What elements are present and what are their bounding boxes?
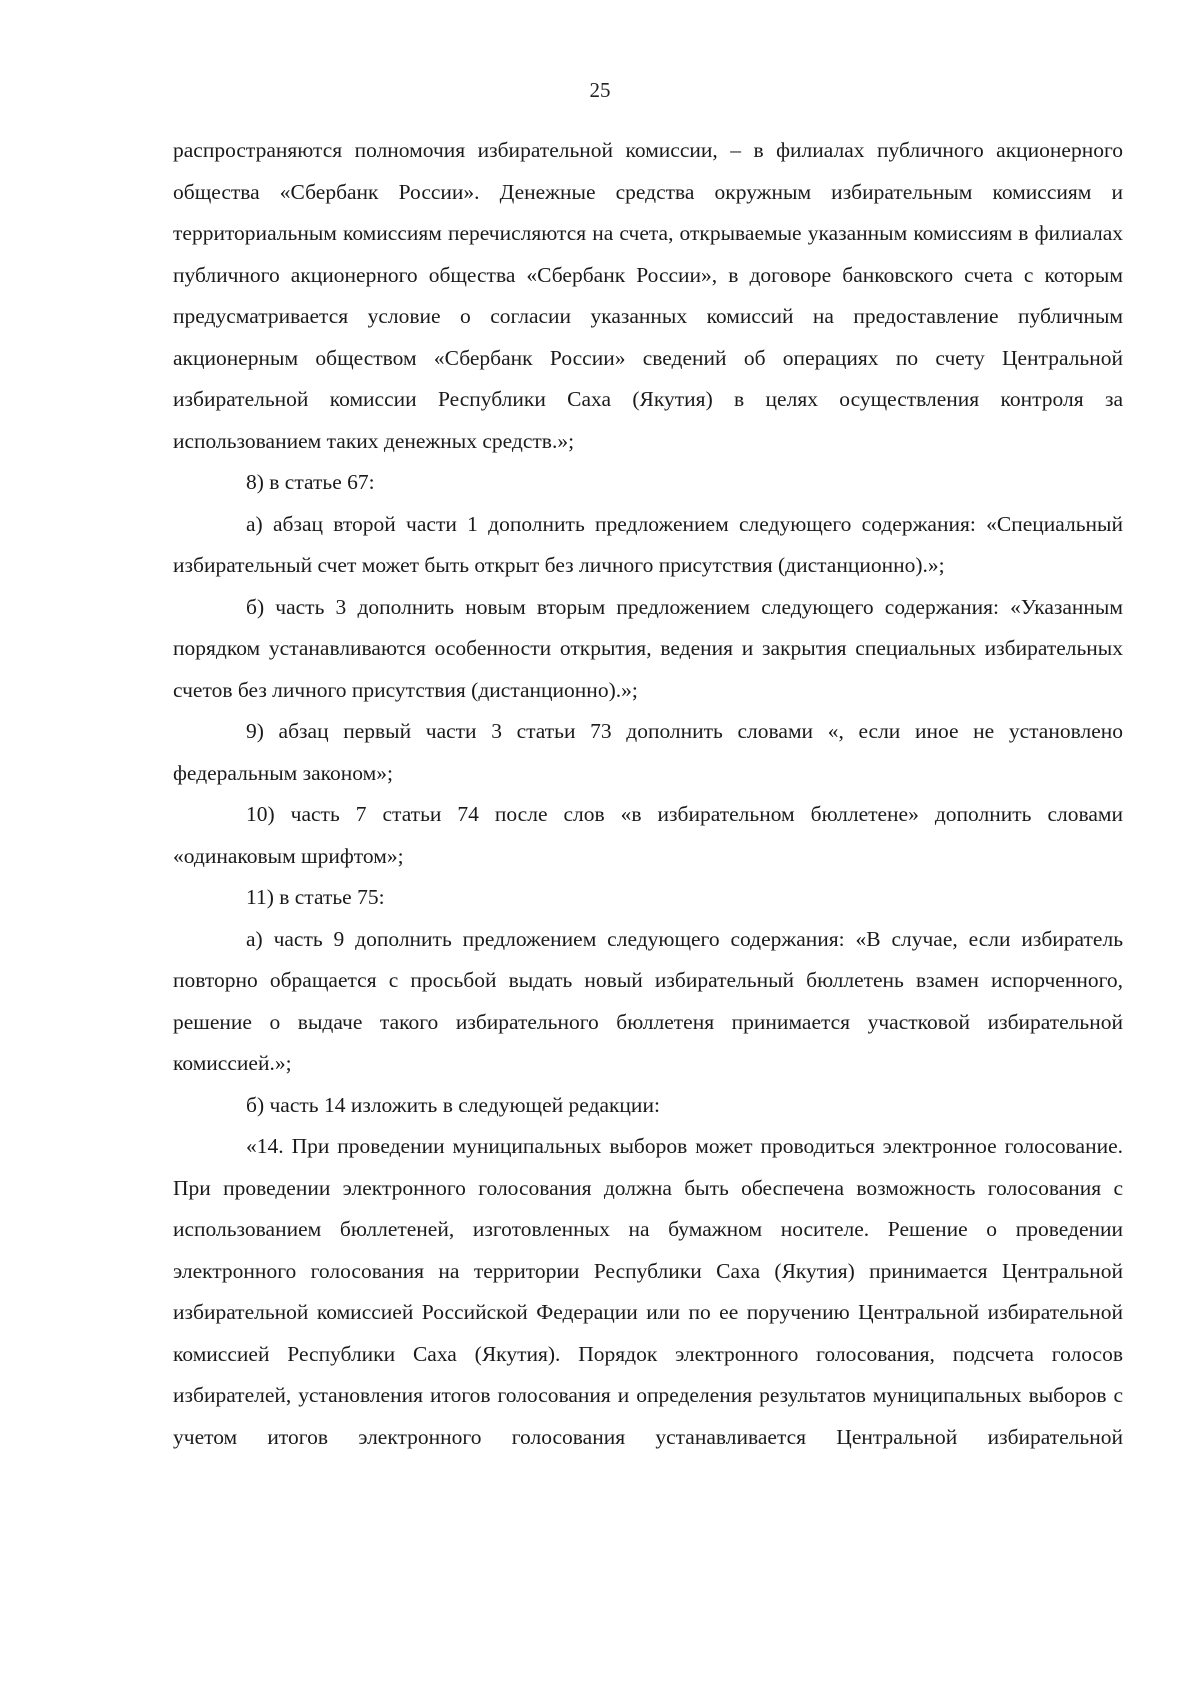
paragraph-item-9: 9) абзац первый части 3 статьи 73 дополнить словами «, если иное не установлено федеральным законом»; — [173, 719, 1123, 785]
paragraph-item-11a: а) часть 9 дополнить предложением следующего содержания: «В случае, если избиратель повторно обращается с просьбой выдать новый избирательный бюллетень взамен испорченного, решение о выдаче такого избирательного бюллетеня принимается участковой избирательной комиссией.»; — [173, 926, 1123, 1075]
paragraph-quoted-part-14: «14. При проведении муниципальных выборов может проводиться электронное голосование. При проведении электронного голосования должна быть обеспечена возможность голосования с использованием бюллетеней, изготовленных на бумажном носителе. Решение о проведении электронного голосования на территории Республики Саха (Якутия) принимается Центральной избирательной комиссией Российской Федерации или по ее поручению Центральной избирательной комиссией Республики Саха (Якутия). Порядок электронного голосования, подсчета голосов избирателей, установления итогов голосования и определения результатов муниципальных выборов с учетом итогов электронного голосования устанавливается Центральной избирательной — [173, 1134, 1123, 1449]
paragraph-item-8a: а) абзац второй части 1 дополнить предложением следующего содержания: «Специальный избирательный счет может быть открыт без личного присутствия (дистанционно).»; — [173, 511, 1123, 577]
paragraph-item-10: 10) часть 7 статьи 74 после слов «в избирательном бюллетене» дополнить словами «одинаковым шрифтом»; — [173, 802, 1123, 868]
page-number: 25 — [589, 78, 611, 102]
document-body — [173, 130, 1123, 1458]
paragraph-item-8: 8) в статье 67: — [246, 470, 375, 494]
paragraph-item-11: 11) в статье 75: — [246, 885, 385, 909]
paragraph-continuation: распространяются полномочия избирательной комиссии, – в филиалах публичного акционерного общества «Сбербанк России». Денежные средства окружным избирательным комиссиям и территориальным комиссиям перечисляются на счета, открываемые указанным комиссиям в филиалах публичного акционерного общества «Сбербанк России», в договоре банковского счета с которым предусматривается условие о согласии указанных комиссий на предоставление публичным акционерным обществом «Сбербанк России» сведений об операциях по счету Центральной избирательной комиссии Республики Саха (Якутия) в целях осуществления контроля за использованием таких денежных средств.»; — [173, 138, 1123, 453]
paragraph-item-11b: б) часть 14 изложить в следующей редакции: — [246, 1092, 660, 1117]
paragraph-item-8b: б) часть 3 дополнить новым вторым предложением следующего содержания: «Указанным порядком устанавливаются особенности открытия, ведения и закрытия специальных избирательных счетов без личного присутствия (дистанционно).»; — [173, 594, 1123, 702]
